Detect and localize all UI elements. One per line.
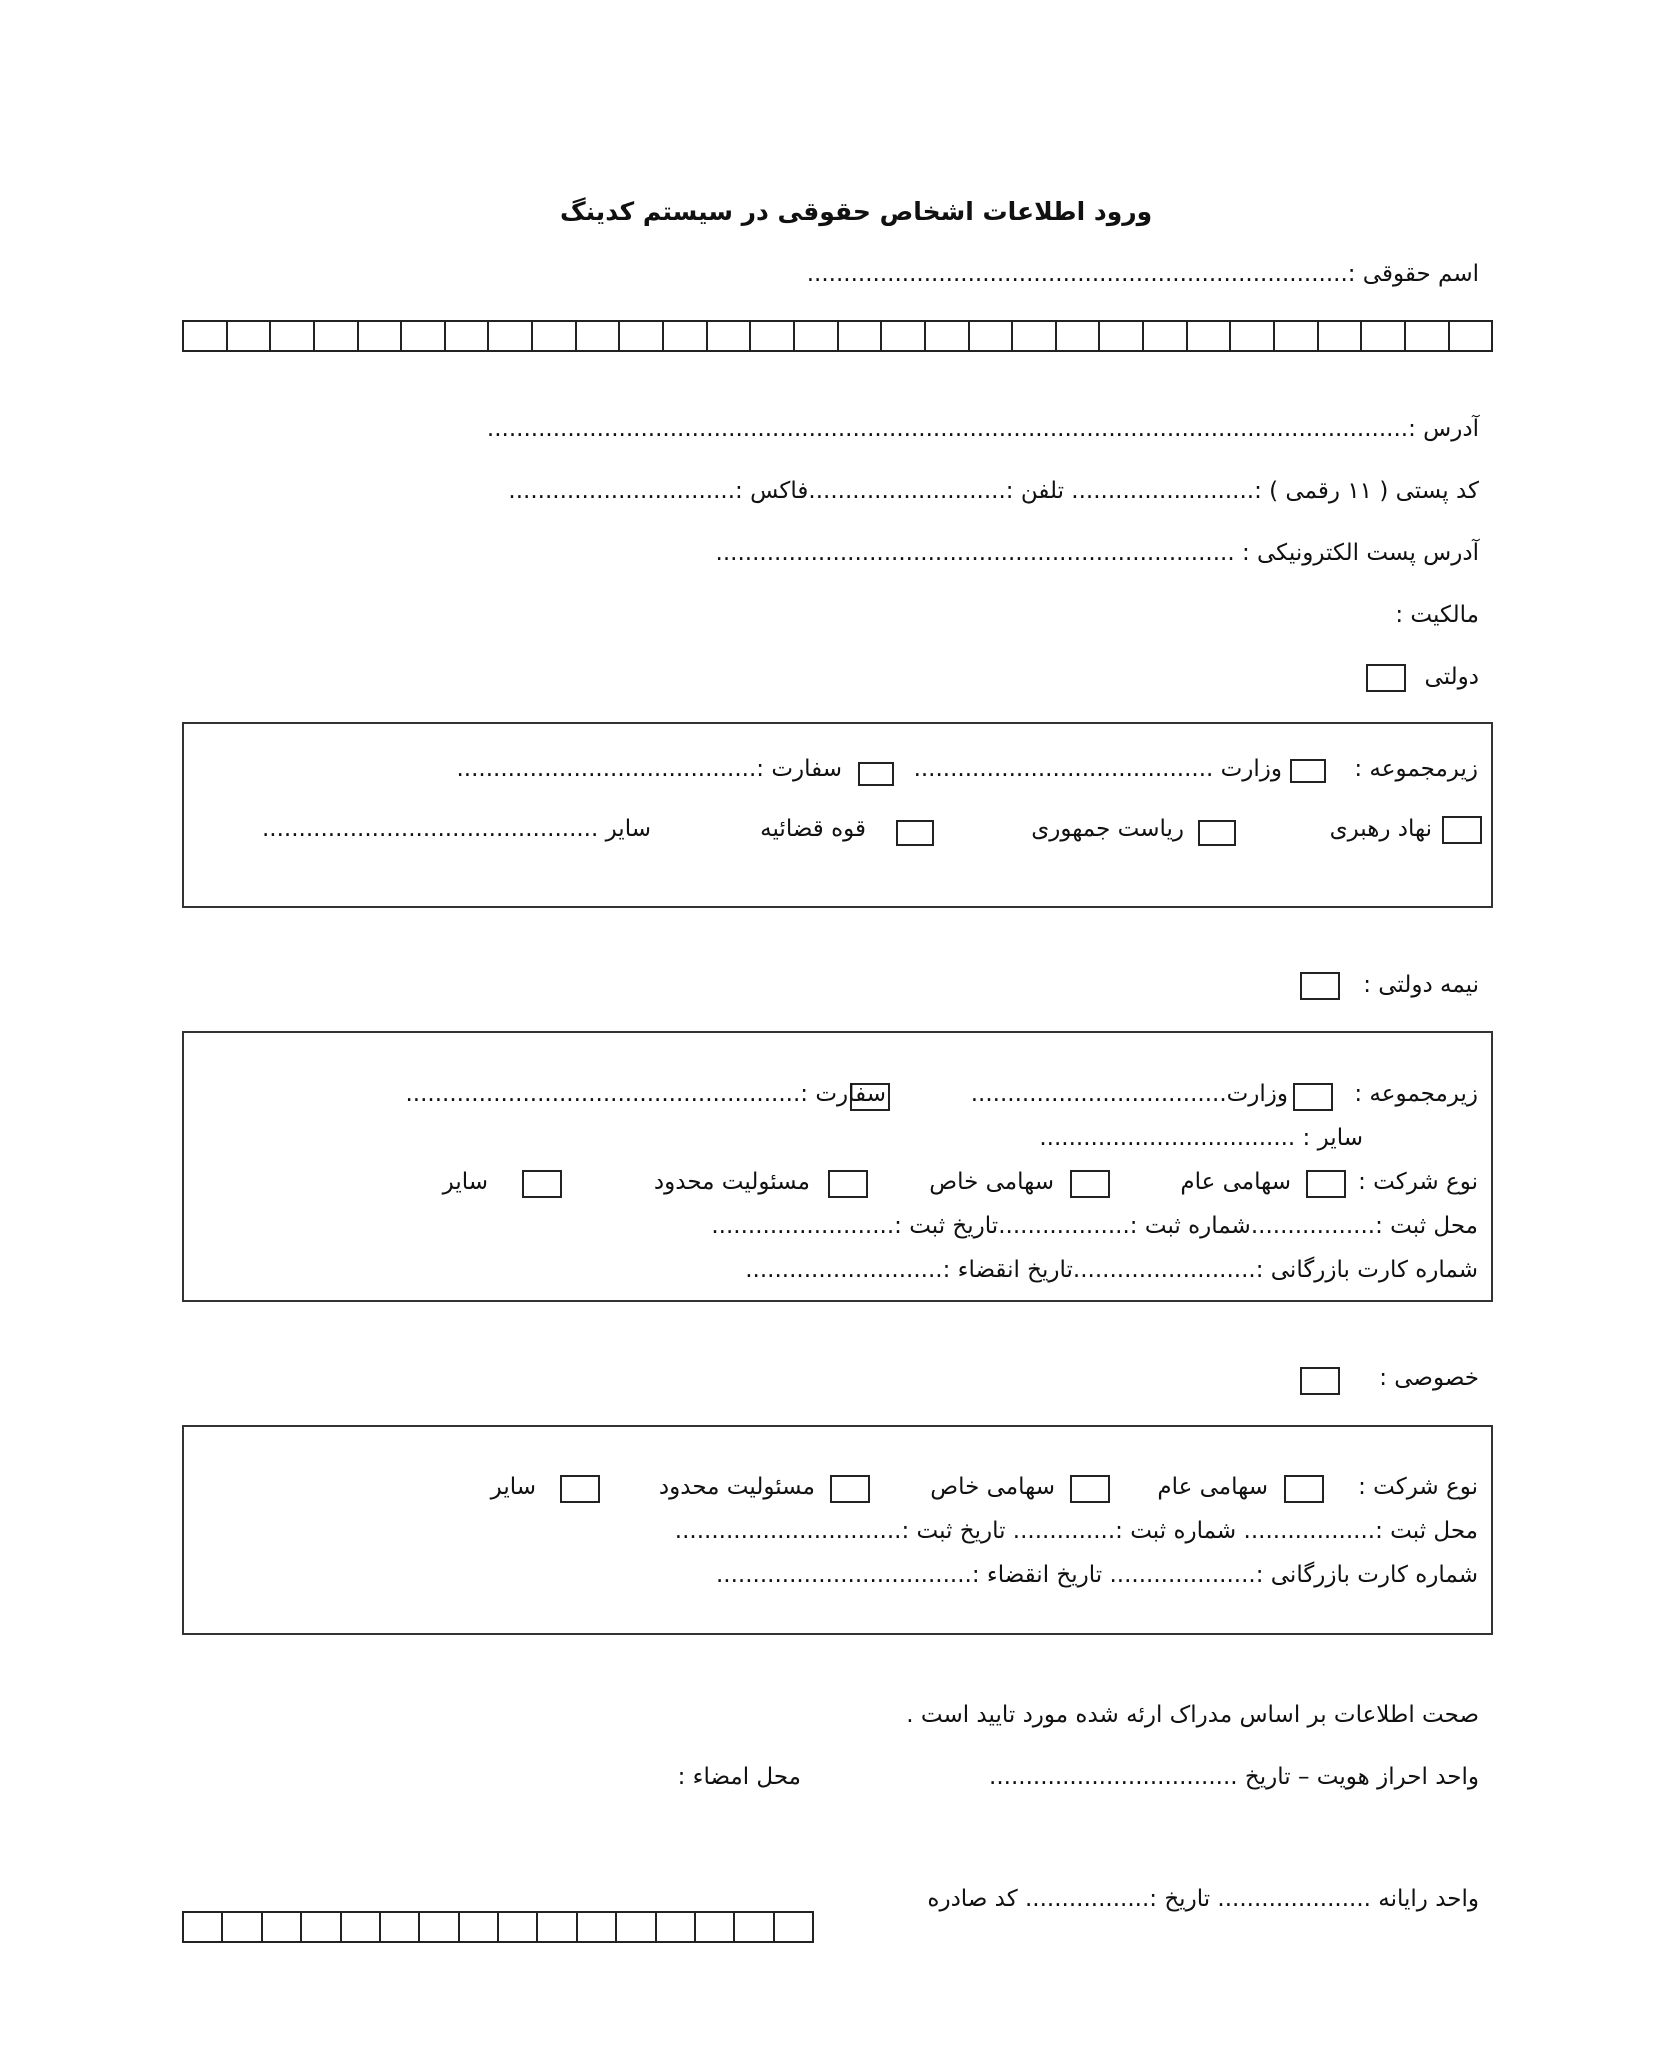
confirmation-statement: صحت اطلاعات بر اساس مدراک ارئه شده مورد تایید است .	[906, 1702, 1479, 1728]
gov-presidency-label: ریاست جمهوری	[1031, 816, 1184, 842]
private-label: خصوصی :	[1379, 1365, 1479, 1391]
gov-ministry-field[interactable]: وزارت .........................................	[913, 756, 1282, 782]
semi-governmental-section	[182, 1031, 1493, 1302]
semi-other-field[interactable]: سایر : ...................................	[1039, 1125, 1363, 1151]
semi-trade-card-fields[interactable]: شماره کارت بازرگانی :.........................تاریخ انقضاء :...........................	[745, 1257, 1478, 1283]
semi-governmental-label: نیمه دولتی :	[1363, 972, 1479, 998]
private-limited-liability-label: مسئولیت محدود	[658, 1474, 815, 1500]
gov-leadership-label: نهاد رهبری	[1329, 816, 1432, 842]
private-checkbox[interactable]	[1300, 1367, 1340, 1395]
semi-limited-liability-label: مسئولیت محدود	[653, 1169, 810, 1195]
gov-leadership-checkbox[interactable]	[1442, 816, 1482, 844]
form-title: ورود اطلاعات اشخاص حقوقی در سیستم کدینگ	[560, 197, 1153, 226]
private-public-stock-label: سهامی عام	[1157, 1474, 1268, 1500]
gov-ministry-checkbox[interactable]	[1290, 759, 1326, 783]
gov-presidency-checkbox[interactable]	[1198, 820, 1236, 846]
semi-subset-label: زیرمجموعه :	[1354, 1081, 1478, 1107]
gov-other-field[interactable]: سایر ..............................................	[262, 816, 651, 842]
private-registration-fields[interactable]: محل ثبت :.................. شماره ثبت :.............. تاریخ ثبت :...............................	[674, 1518, 1478, 1544]
gov-subset-label: زیرمجموعه :	[1354, 756, 1478, 782]
identity-unit-field[interactable]: واحد احراز هویت – تاریخ ..................................	[989, 1764, 1479, 1790]
contact-fields[interactable]: کد پستی ( ۱۱ رقمی ) :......................... تلفن :...........................فاکس :...............................	[508, 478, 1479, 504]
semi-limited-liability-checkbox[interactable]	[828, 1170, 868, 1198]
semi-ministry-checkbox[interactable]	[1293, 1083, 1333, 1111]
private-company-type-label: نوع شرکت :	[1358, 1474, 1478, 1500]
signature-label: محل امضاء :	[677, 1764, 801, 1790]
semi-private-stock-checkbox[interactable]	[1070, 1170, 1110, 1198]
semi-other-type-checkbox[interactable]	[522, 1170, 562, 1198]
semi-registration-fields[interactable]: محل ثبت :.................شماره ثبت :..................تاریخ ثبت :.........................	[711, 1213, 1478, 1239]
email-field[interactable]: آدرس پست الکترونیکی : .......................................................................	[715, 540, 1479, 566]
private-other-type-label: سایر	[490, 1474, 536, 1500]
governmental-checkbox[interactable]	[1366, 664, 1406, 692]
gov-judiciary-label: قوه قضائیه	[760, 816, 866, 842]
semi-company-type-label: نوع شرکت :	[1358, 1169, 1478, 1195]
semi-embassy-field[interactable]: سفارت :......................................................	[405, 1081, 886, 1107]
private-private-stock-label: سهامی خاص	[930, 1474, 1055, 1500]
governmental-section	[182, 722, 1493, 908]
legal-name-field[interactable]: اسم حقوقی :..........................................................................	[806, 261, 1479, 287]
gov-judiciary-checkbox[interactable]	[896, 820, 934, 846]
semi-public-stock-checkbox[interactable]	[1306, 1170, 1346, 1198]
computer-unit-field[interactable]: واحد رایانه ..................... تاریخ :................. کد صادره	[927, 1886, 1479, 1912]
gov-embassy-checkbox[interactable]	[858, 762, 894, 786]
gov-embassy-field[interactable]: سفارت :.........................................	[456, 756, 842, 782]
private-section	[182, 1425, 1493, 1635]
semi-private-stock-label: سهامی خاص	[929, 1169, 1054, 1195]
semi-ministry-field[interactable]: وزارت...................................	[970, 1081, 1288, 1107]
private-trade-card-fields[interactable]: شماره کارت بازرگانی :.................... تاریخ انقضاء :...................................	[715, 1562, 1478, 1588]
private-limited-liability-checkbox[interactable]	[830, 1475, 870, 1503]
governmental-label: دولتی	[1424, 664, 1479, 690]
semi-public-stock-label: سهامی عام	[1180, 1169, 1291, 1195]
ownership-label: مالکیت :	[1395, 602, 1479, 628]
issued-code-grid[interactable]	[182, 1911, 814, 1943]
address-field[interactable]: آدرس :..............................................................................................................................	[486, 416, 1479, 442]
private-public-stock-checkbox[interactable]	[1284, 1475, 1324, 1503]
name-character-grid[interactable]	[182, 320, 1493, 352]
semi-other-type-label: سایر	[442, 1169, 488, 1195]
private-other-type-checkbox[interactable]	[560, 1475, 600, 1503]
semi-governmental-checkbox[interactable]	[1300, 972, 1340, 1000]
private-private-stock-checkbox[interactable]	[1070, 1475, 1110, 1503]
